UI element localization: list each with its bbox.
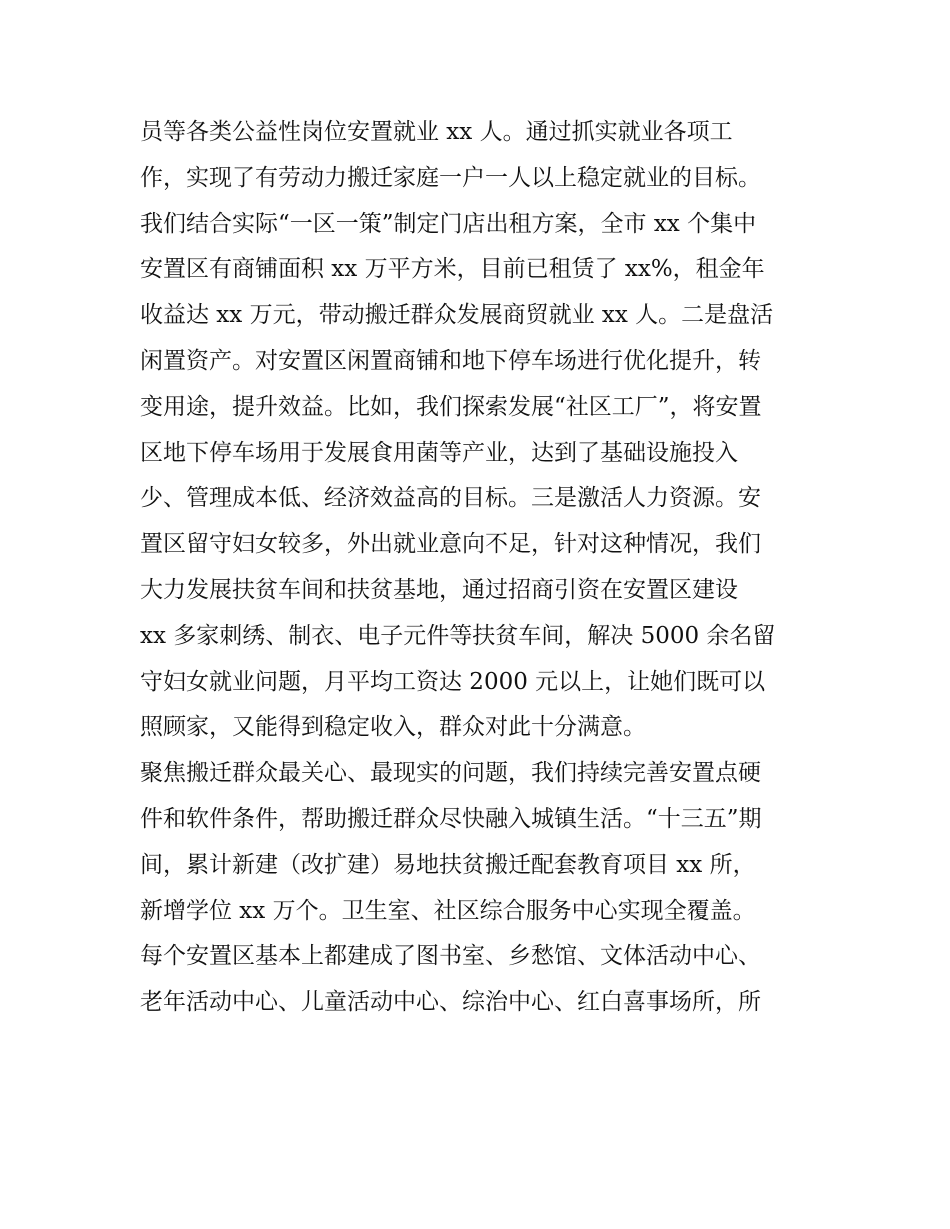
text-line: 闲置资产。对安置区闲置商铺和地下停车场进行优化提升，转 — [140, 347, 761, 374]
text-line: 新增学位 xx 万个。卫生室、社区综合服务中心实现全覆盖。 — [140, 897, 756, 924]
text-line: 照顾家，又能得到稳定收入，群众对此十分满意。 — [140, 714, 646, 741]
text-line: 少、管理成本低、经济效益高的目标。三是激活人力资源。安 — [140, 485, 761, 512]
text-line: 每个安置区基本上都建成了图书室、乡愁馆、文体活动中心、 — [140, 943, 761, 970]
text-line: 件和软件条件，帮助搬迁群众尽快融入城镇生活。“十三五”期 — [140, 805, 762, 832]
body-text — [140, 110, 820, 1026]
text-line: 安置区有商铺面积 xx 万平方米，目前已租赁了 xx%，租金年 — [140, 256, 765, 283]
text-line: 大力发展扶贫车间和扶贫基地，通过招商引资在安置区建设 — [140, 576, 738, 603]
text-line: 我们结合实际“一区一策”制定门店出租方案，全市 xx 个集中 — [140, 210, 757, 237]
text-line: 作，实现了有劳动力搬迁家庭一户一人以上稳定就业的目标。 — [140, 164, 761, 191]
text-line: 聚焦搬迁群众最关心、最现实的问题，我们持续完善安置点硬 — [140, 760, 761, 787]
text-line: 守妇女就业问题，月平均工资达 2000 元以上，让她们既可以 — [140, 668, 766, 695]
text-line: 变用途，提升效益。比如，我们探索发展“社区工厂”，将安置 — [140, 393, 762, 420]
text-line: 置区留守妇女较多，外出就业意向不足，针对这种情况，我们 — [140, 531, 761, 558]
text-line: 收益达 xx 万元，带动搬迁群众发展商贸就业 xx 人。二是盘活 — [140, 302, 774, 329]
text-line: 老年活动中心、儿童活动中心、综治中心、红白喜事场所，所 — [140, 989, 761, 1016]
text-line: 员等各类公益性岗位安置就业 xx 人。通过抓实就业各项工 — [140, 119, 733, 145]
text-line: 间，累计新建（改扩建）易地扶贫搬迁配套教育项目 xx 所， — [140, 851, 756, 878]
text-line: 区地下停车场用于发展食用菌等产业，达到了基础设施投入 — [140, 439, 738, 466]
text-line: xx 多家刺绣、制衣、电子元件等扶贫车间，解决 5000 余名留 — [140, 622, 776, 649]
